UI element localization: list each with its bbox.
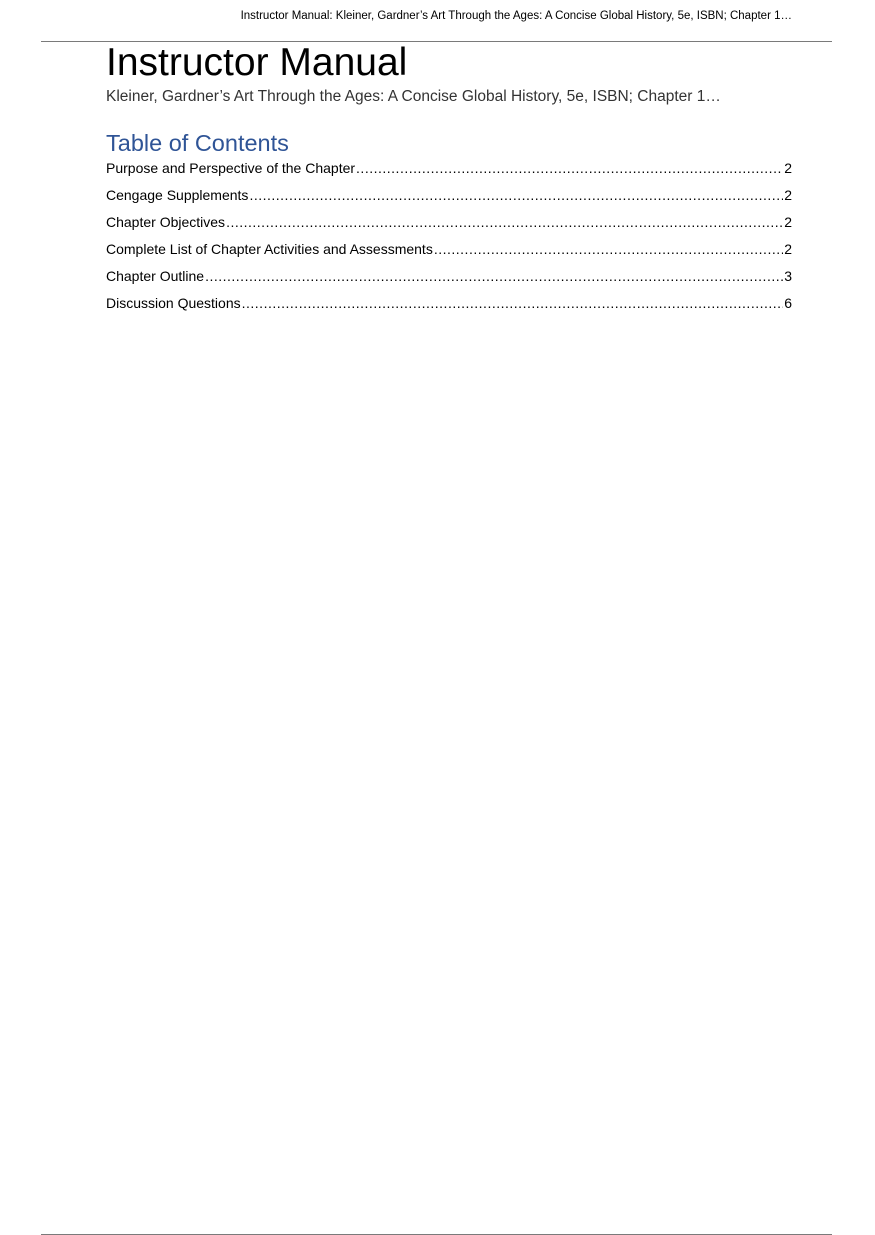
toc-entry-activities-assessments[interactable] xyxy=(106,236,792,263)
document-subtitle: Kleiner, Gardner’s Art Through the Ages: A Concise Global History, 5e, ISBN; Chapter 1… xyxy=(106,88,721,105)
toc-entry-cengage-supplements[interactable] xyxy=(106,182,792,209)
toc-page-number: 2 xyxy=(784,214,792,230)
toc-entry-label: Cengage Supplements xyxy=(106,187,249,203)
toc-entry-label: Complete List of Chapter Activities and Assessments xyxy=(106,241,433,257)
toc-dot-leader xyxy=(434,236,783,263)
toc-entry-discussion-questions[interactable] xyxy=(106,290,792,317)
toc-page-number: 2 xyxy=(784,160,792,176)
toc-entry-label: Chapter Outline xyxy=(106,268,205,284)
toc-dot-leader xyxy=(226,209,783,236)
toc-entry-label: Chapter Objectives xyxy=(106,214,226,230)
toc-entry-label: Purpose and Perspective of the Chapter xyxy=(106,160,356,176)
toc-entry-label: Discussion Questions xyxy=(106,295,241,311)
toc-dot-leader xyxy=(205,263,783,290)
running-header: Instructor Manual: Kleiner, Gardner’s Art Through the Ages: A Concise Global History, 5e, ISBN; Chapter 1… xyxy=(240,10,792,22)
table-of-contents xyxy=(106,155,792,317)
toc-entry-purpose[interactable] xyxy=(106,155,792,182)
toc-dot-leader xyxy=(356,155,783,182)
toc-page-number: 6 xyxy=(784,295,792,311)
toc-dot-leader xyxy=(249,182,783,209)
toc-dot-leader xyxy=(242,290,784,317)
document-title: Instructor Manual xyxy=(106,41,408,84)
toc-page-number: 2 xyxy=(784,241,792,257)
toc-page-number: 2 xyxy=(784,187,792,203)
toc-page-number: 3 xyxy=(784,268,792,284)
toc-entry-chapter-objectives[interactable] xyxy=(106,209,792,236)
toc-heading: Table of Contents xyxy=(106,130,289,156)
toc-entry-chapter-outline[interactable] xyxy=(106,263,792,290)
